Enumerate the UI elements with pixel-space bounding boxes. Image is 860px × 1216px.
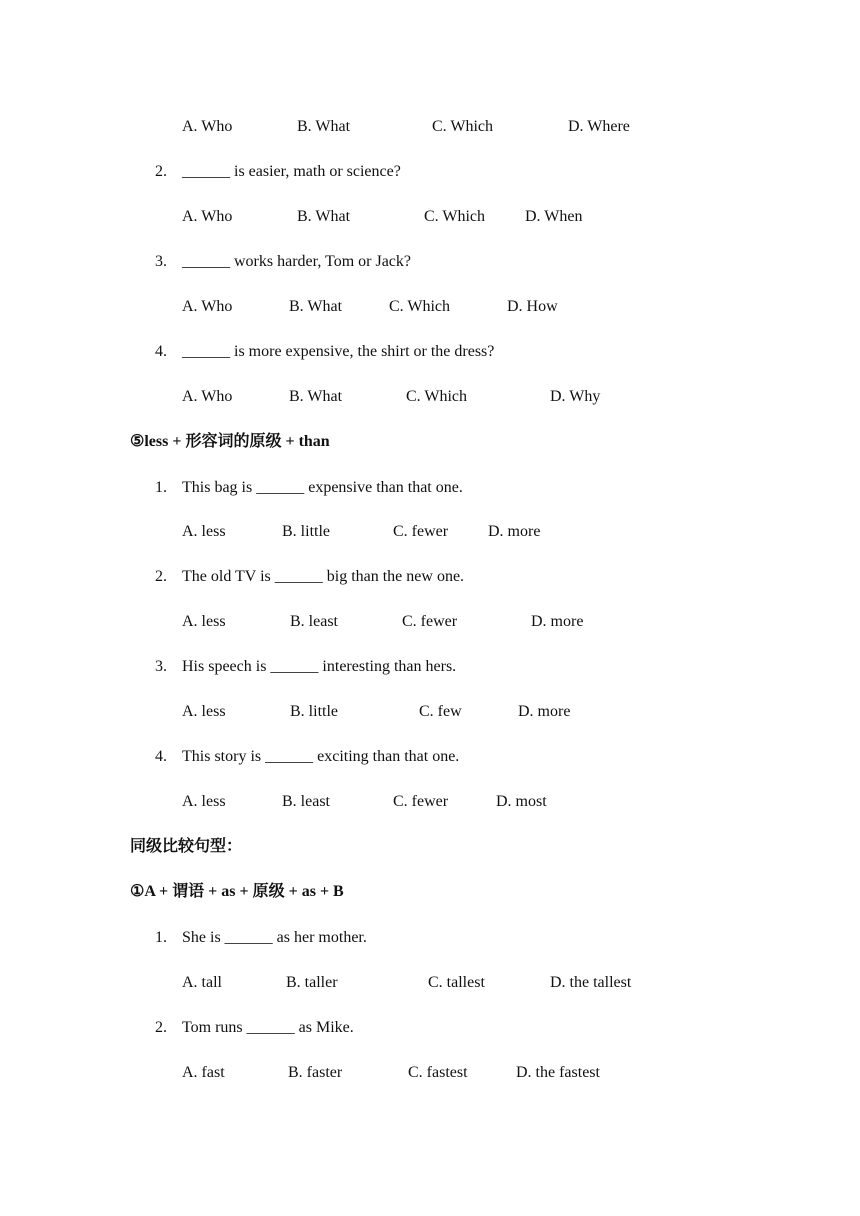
option-b: B. little	[290, 703, 338, 720]
option-d: D. more	[488, 523, 541, 540]
option-b: B. least	[282, 793, 330, 810]
option-b: B. least	[290, 613, 338, 630]
option-c: C. few	[419, 703, 462, 720]
option-c: C. fewer	[402, 613, 458, 630]
option-a: A. tall	[182, 974, 222, 991]
option-d: D. How	[507, 298, 558, 315]
option-b: B. What	[297, 118, 351, 135]
option-c: C. Which	[432, 118, 494, 135]
option-c: C. Which	[389, 298, 451, 315]
option-a: A. Who	[182, 298, 233, 315]
question-number: 4.	[155, 748, 167, 765]
option-d: D. more	[531, 613, 584, 630]
section-heading: ⑤less + 形容词的原级 + than	[130, 433, 330, 450]
question-text: The old TV is ______ big than the new one.	[182, 568, 465, 585]
option-a: A. Who	[182, 118, 233, 135]
question-text: She is ______ as her mother.	[182, 929, 367, 946]
option-a: A. Who	[182, 388, 233, 405]
question-number: 1.	[155, 929, 167, 946]
option-d: D. most	[496, 793, 547, 810]
question-number: 2.	[155, 1019, 167, 1036]
option-c: C. fewer	[393, 523, 449, 540]
question-number: 3.	[155, 658, 167, 675]
option-d: D. When	[525, 208, 583, 225]
option-b: B. little	[282, 523, 330, 540]
option-a: A. less	[182, 703, 226, 720]
option-b: B. taller	[286, 974, 338, 991]
question-text: This bag is ______ expensive than that one.	[182, 479, 463, 496]
question-text: Tom runs ______ as Mike.	[182, 1019, 354, 1036]
option-c: C. Which	[424, 208, 486, 225]
option-a: A. less	[182, 523, 226, 540]
option-d: D. the tallest	[550, 974, 632, 991]
question-number: 1.	[155, 479, 167, 496]
question-text: This story is ______ exciting than that one.	[182, 748, 460, 765]
option-a: A. less	[182, 613, 226, 630]
question-text: His speech is ______ interesting than hers.	[182, 658, 457, 675]
option-d: D. the fastest	[516, 1064, 600, 1081]
option-a: A. Who	[182, 208, 233, 225]
option-b: B. What	[289, 298, 343, 315]
option-b: B. faster	[288, 1064, 343, 1081]
option-c: C. tallest	[428, 974, 485, 991]
question-number: 2.	[155, 163, 167, 180]
option-d: D. Where	[568, 118, 630, 135]
option-a: A. fast	[182, 1064, 225, 1081]
option-d: D. more	[518, 703, 571, 720]
option-a: A. less	[182, 793, 226, 810]
option-d: D. Why	[550, 388, 601, 405]
question-number: 3.	[155, 253, 167, 270]
question-text: ______ is more expensive, the shirt or the dress?	[182, 343, 495, 360]
option-c: C. fastest	[408, 1064, 468, 1081]
question-number: 2.	[155, 568, 167, 585]
question-text: ______ works harder, Tom or Jack?	[182, 253, 411, 270]
option-b: B. What	[289, 388, 343, 405]
question-number: 4.	[155, 343, 167, 360]
section-heading: ①A + 谓语 + as + 原级 + as + B	[130, 883, 344, 900]
option-b: B. What	[297, 208, 351, 225]
option-c: C. Which	[406, 388, 468, 405]
question-text: ______ is easier, math or science?	[182, 163, 401, 180]
option-c: C. fewer	[393, 793, 449, 810]
section-heading: 同级比较句型：	[130, 838, 243, 855]
